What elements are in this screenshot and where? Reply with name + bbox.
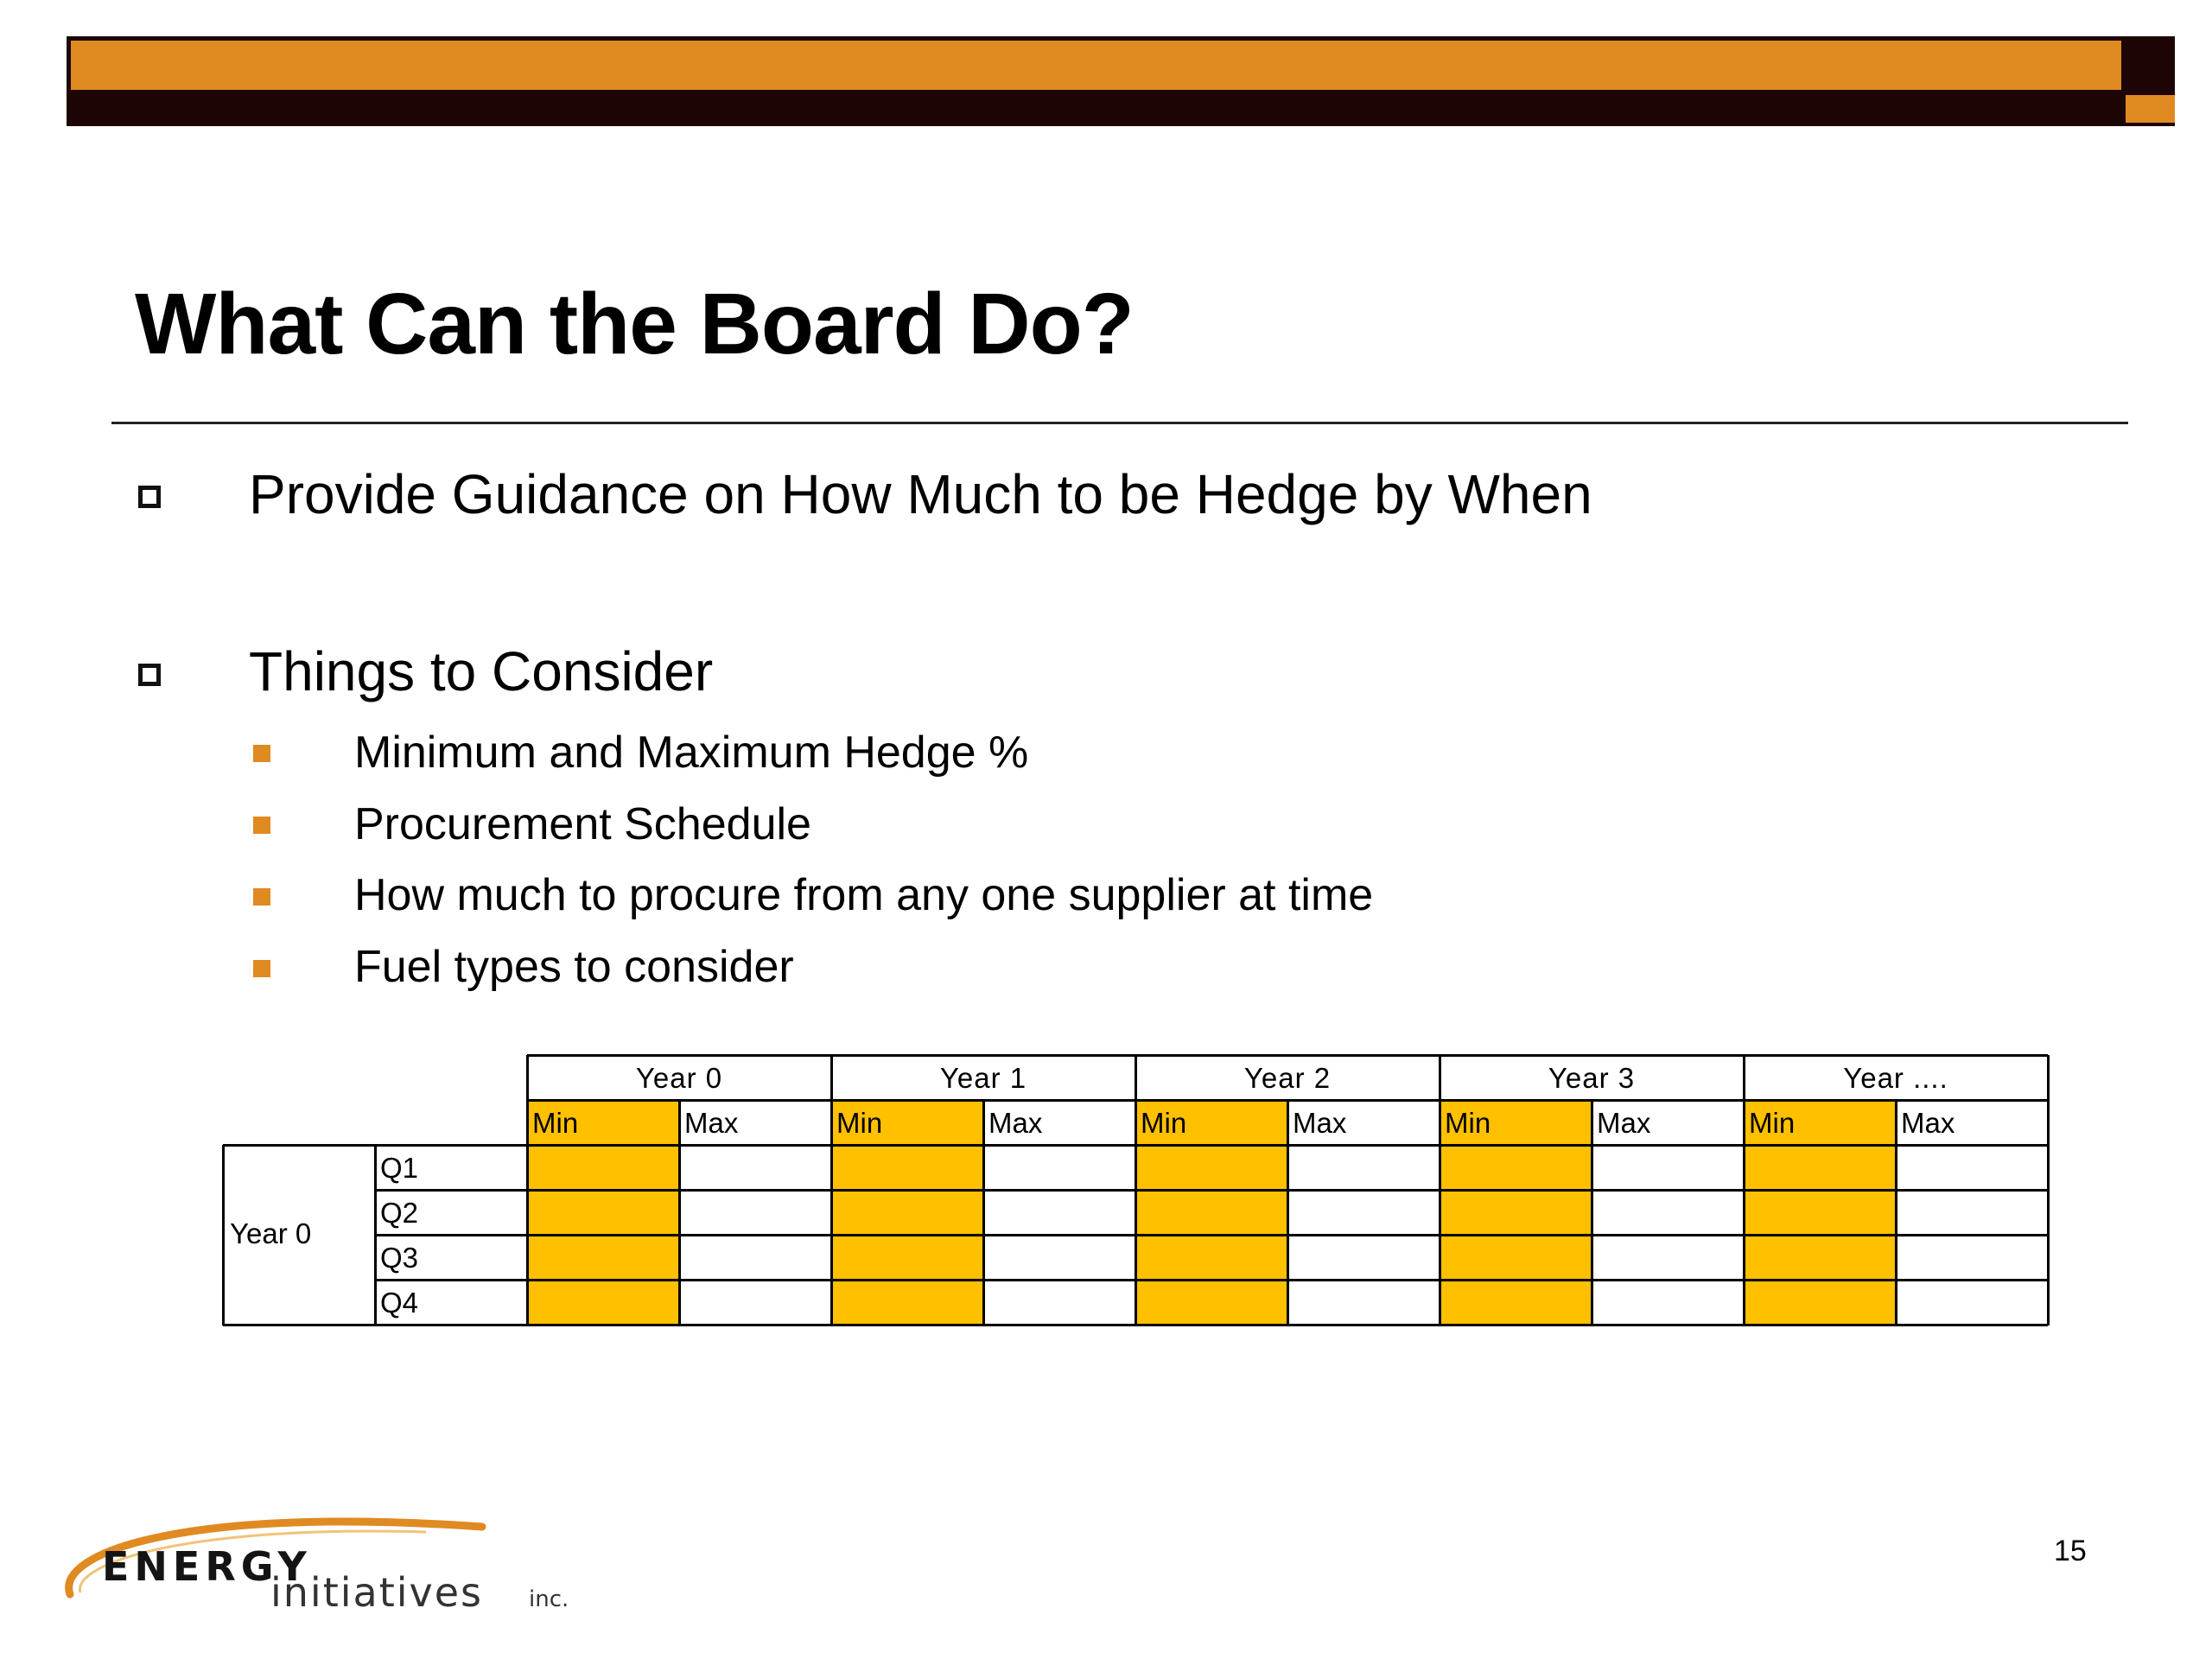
hollow-square-bullet-icon xyxy=(138,664,161,686)
grid-line xyxy=(375,1279,2048,1281)
sub-bullet-procurement: Procurement Schedule xyxy=(354,799,811,849)
logo-word-energy: ENERGY xyxy=(102,1543,312,1590)
grid-line xyxy=(374,1145,377,1325)
max-label: Max xyxy=(1901,1107,1955,1139)
year-header: Year 2 xyxy=(1243,1062,1332,1094)
orange-square-bullet-icon xyxy=(253,960,270,977)
hollow-square-bullet-icon xyxy=(138,486,161,508)
grid-line xyxy=(1743,1055,1745,1325)
grid-line xyxy=(830,1055,833,1325)
header-banner xyxy=(67,36,2175,126)
grid-line xyxy=(2047,1055,2050,1325)
sub-bullet-min-max: Minimum and Maximum Hedge % xyxy=(354,728,1029,778)
bullet-guidance: Provide Guidance on How Much to be Hedge by When xyxy=(249,463,1592,525)
min-label: Min xyxy=(1749,1107,1796,1139)
slide-title: What Can the Board Do? xyxy=(135,276,1134,372)
grid-line xyxy=(1591,1100,1593,1325)
row-group-label: Year 0 xyxy=(230,1217,312,1249)
title-divider xyxy=(111,422,2128,424)
bullet-things-to-consider: Things to Consider xyxy=(249,640,714,702)
grid-line xyxy=(526,1055,529,1325)
page-number: 15 xyxy=(2054,1535,2087,1567)
grid-line xyxy=(222,1145,225,1325)
grid-line xyxy=(1135,1055,1137,1325)
orange-square-bullet-icon xyxy=(253,817,270,834)
min-label: Min xyxy=(532,1107,579,1139)
year-header: Year 3 xyxy=(1548,1062,1636,1094)
logo-word-initiatives: initiatives xyxy=(270,1569,484,1616)
grid-line xyxy=(1287,1100,1289,1325)
banner-corner-dark xyxy=(2126,36,2175,90)
grid-line xyxy=(678,1100,681,1325)
year-header: Year 0 xyxy=(635,1062,723,1094)
grid-line xyxy=(1895,1100,1897,1325)
sub-bullet-supplier: How much to procure from any one supplier at time xyxy=(354,870,1374,920)
grid-line xyxy=(527,1054,2048,1057)
max-label: Max xyxy=(1597,1107,1651,1139)
max-label: Max xyxy=(1293,1107,1347,1139)
banner-corner-orange xyxy=(2126,95,2175,123)
orange-square-bullet-icon xyxy=(253,745,270,762)
min-label: Min xyxy=(1141,1107,1187,1139)
grid-line xyxy=(375,1324,2048,1326)
grid-line xyxy=(982,1100,985,1325)
max-label: Max xyxy=(684,1107,739,1139)
quarter-label: Q4 xyxy=(380,1287,419,1319)
grid-line xyxy=(223,1324,375,1326)
logo-word-inc: inc. xyxy=(529,1586,569,1612)
quarter-label: Q1 xyxy=(380,1152,419,1184)
orange-square-bullet-icon xyxy=(253,888,270,906)
max-label: Max xyxy=(988,1107,1043,1139)
year-header: Year 1 xyxy=(939,1062,1027,1094)
min-label: Min xyxy=(1445,1107,1491,1139)
grid-line xyxy=(375,1234,2048,1236)
quarter-label: Q2 xyxy=(380,1197,419,1229)
year-header: Year .... xyxy=(1843,1062,1948,1094)
sub-bullet-fuel: Fuel types to consider xyxy=(354,942,794,992)
min-label: Min xyxy=(836,1107,883,1139)
grid-line xyxy=(1439,1055,1441,1325)
quarter-label: Q3 xyxy=(380,1242,419,1274)
banner-orange-bar xyxy=(71,41,2121,90)
grid-line xyxy=(375,1189,2048,1192)
